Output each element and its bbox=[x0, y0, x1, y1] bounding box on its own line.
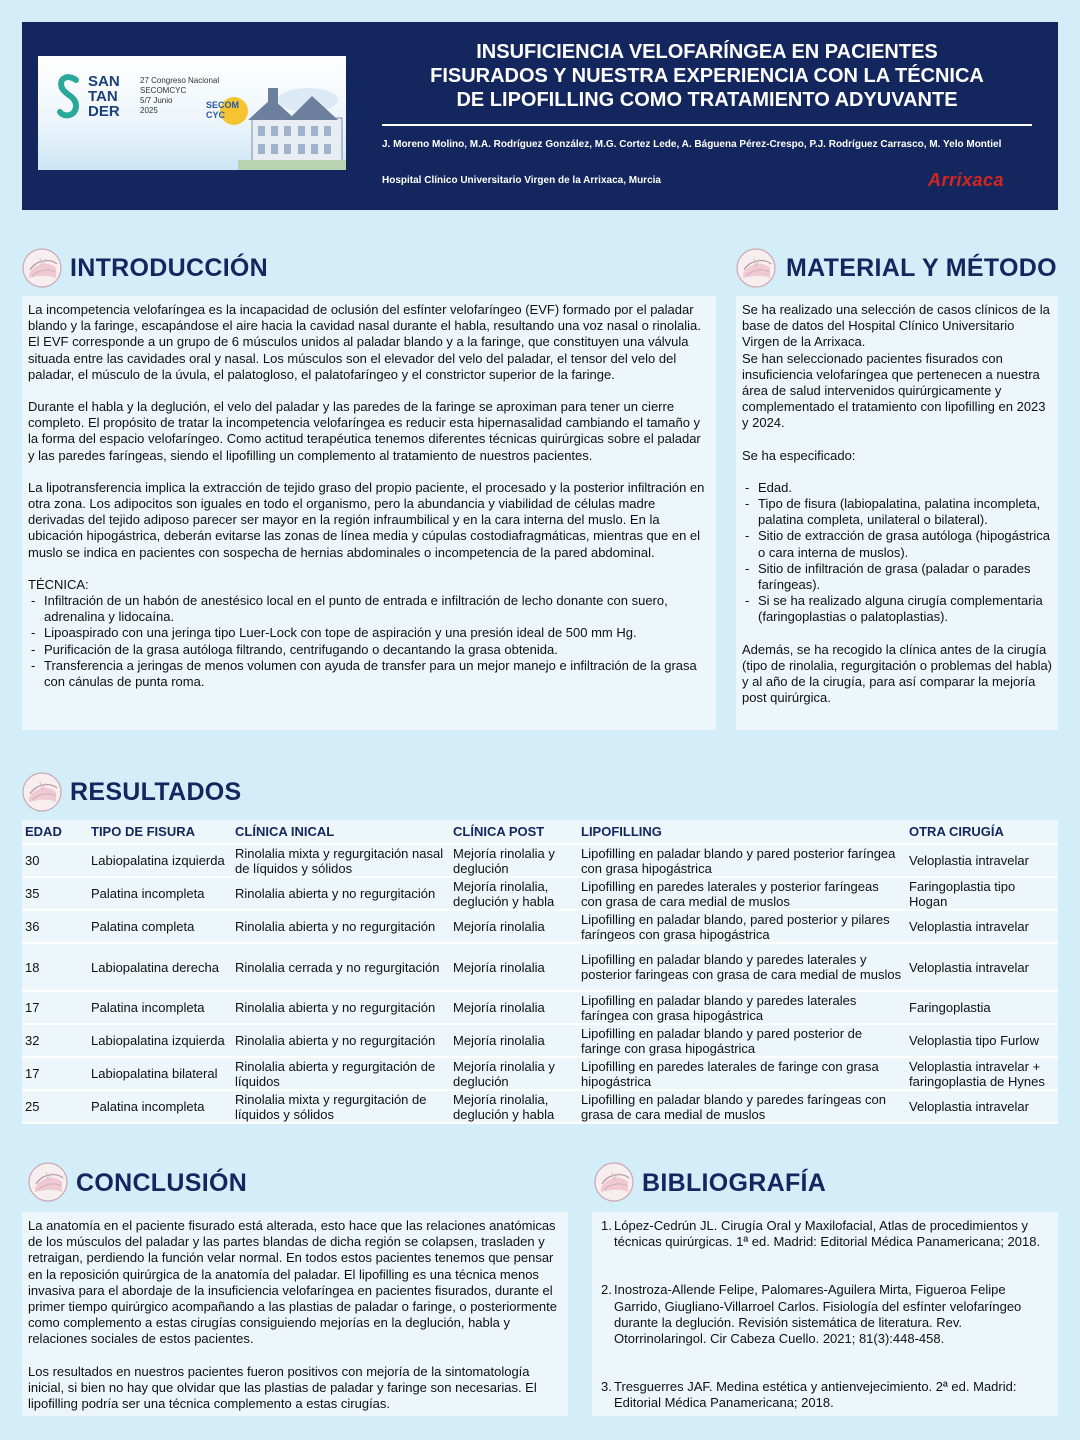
method-paragraph-2: Se han seleccionado pacientes fisurados con insuficiencia velofaríngea que pertenecen a nuestra área de salud intervenidos quirúrgicamente y complementado el tratamiento con lipofilling en 2023 y 2024. bbox=[742, 350, 1046, 431]
list-item: - Purificación de la grasa autóloga filtrando, centrifugando o decantando la grasa obtenida. bbox=[28, 642, 710, 658]
table-cell: Mejoría rinolalia, deglución y habla bbox=[450, 1090, 578, 1123]
table-cell: Palatina incompleta bbox=[88, 877, 232, 910]
table-row bbox=[22, 844, 1058, 877]
table-row bbox=[22, 910, 1058, 943]
method-list bbox=[742, 480, 1052, 626]
list-item: - Edad. bbox=[742, 480, 1052, 496]
table-cell: Labiopalatina bilateral bbox=[88, 1057, 232, 1090]
table-row bbox=[22, 1024, 1058, 1057]
table-cell: Rinolalia mixta y regurgitación nasal de líquidos y sólidos bbox=[232, 844, 450, 877]
table-cell: 17 bbox=[22, 991, 88, 1024]
conclusion-panel bbox=[22, 1212, 568, 1416]
table-cell: Palatina incompleta bbox=[88, 991, 232, 1024]
column-header: CLÍNICA POST bbox=[450, 820, 578, 844]
table-cell: Lipofilling en paladar blando y pared posterior faríngea con grasa hipogástrica bbox=[578, 844, 906, 877]
congress-logo bbox=[38, 56, 346, 170]
results-table bbox=[22, 820, 1058, 1124]
list-item: - Sitio de infiltración de grasa (paladar o parades faríngeas). bbox=[742, 561, 1052, 593]
conclusion-paragraph-1: La anatomía en el paciente fisurado está alterada, esto hace que las relaciones anatómicas de los músculos del paladar y las partes blandas de dicha región se colapsen, trasladen y retraigan, perdiendo la función velar normal. En todos estos pacientes tenemos que pensar en la reposición quirúrgica de la anatomía del paladar. El lipofilling es una técnica menos invasiva para el abordaje de la insuficiencia velofaríngea en pacientes fisurados, durante el primer tiempo quirúrgico acompañando a las plastias de paladar o faringe, o posteriormente como complemento a estas cirugías consiguiendo mejorías en la deglución, habla y relaciones sociales de estos pacientes. bbox=[28, 1218, 557, 1347]
table-cell: Lipofilling en paladar blando y pared posterior de faringe con grasa hipogástrica bbox=[578, 1024, 906, 1057]
anatomy-section-icon bbox=[22, 248, 62, 288]
authors: J. Moreno Molino, M.A. Rodríguez González, M.G. Cortez Lede, A. Báguena Pérez-Crespo, P.J. Rodríguez Carrasco, M. Yelo Montiel bbox=[382, 139, 1002, 150]
column-header: CLÍNICA INICAL bbox=[232, 820, 450, 844]
method-title: MATERIAL Y MÉTODO bbox=[786, 254, 1057, 282]
results-title: RESULTADOS bbox=[70, 778, 242, 806]
table-cell: Mejoría rinolalia, deglución y habla bbox=[450, 877, 578, 910]
santander-s-logo-icon bbox=[56, 74, 82, 120]
conclusion-paragraph-2: Los resultados en nuestros pacientes fueron positivos con mejoría de la sintomatología inicial, si bien no hay que olvidar que las plastias de paladar y faringe son necesarias. El lipofilling podría ser una técnica complemento a estas cirugías. bbox=[28, 1363, 537, 1412]
list-item: - Lipoaspirado con una jeringa tipo Luer-Lock con tope de aspiración y una presión ideal de 500 mm Hg. bbox=[28, 625, 710, 641]
table-cell: 32 bbox=[22, 1024, 88, 1057]
building-illustration-icon bbox=[238, 80, 346, 170]
table-cell: Lipofilling en paladar blando y paredes faríngeas con grasa de cara medial de muslos bbox=[578, 1090, 906, 1123]
table-cell: Labiopalatina izquierda bbox=[88, 1024, 232, 1057]
intro-paragraph-3: La lipotransferencia implica la extracción de tejido graso del propio paciente, el procesado y la posterior infiltración en otra zona. Los adipocitos son iguales en todo el organismo, pero la abundancia y viabilidad de células madre derivadas del tejido adiposo parecer ser mayor en la región infraumbilical y en la cara interna del muslo. En la ubicación hipogástrica, deberán evitarse las zonas de línea media y cúpulas costodiafragmáticas, mientras que en el muslo se indica en pacientes con sospecha de hernias abdominales o incompetencia de la pared abdominal. bbox=[28, 479, 705, 560]
table-row bbox=[22, 1090, 1058, 1123]
table-row bbox=[22, 991, 1058, 1024]
table-cell: Lipofilling en paredes laterales de faringe con grasa hipogástrica bbox=[578, 1057, 906, 1090]
technique-list bbox=[28, 593, 710, 690]
table-cell: Mejoría rinolalia bbox=[450, 1024, 578, 1057]
column-header: EDAD bbox=[22, 820, 88, 844]
column-header: LIPOFILLING bbox=[578, 820, 906, 844]
table-cell: Veloplastia intravelar + faringoplastia de Hynes bbox=[906, 1057, 1058, 1090]
title-divider bbox=[382, 124, 1032, 126]
table-header-row bbox=[22, 820, 1058, 844]
header-banner bbox=[22, 22, 1058, 210]
reference-number: 3. bbox=[601, 1379, 612, 1395]
list-item: - Transferencia a jeringas de menos volumen con ayuda de transfer para un mejor manejo e infiltración de la grasa con cánulas de punta roma. bbox=[28, 658, 710, 690]
table-cell: Labiopalatina izquierda bbox=[88, 844, 232, 877]
list-item: - Tipo de fisura (labiopalatina, palatina incompleta, palatina completa, unilateral o bilateral). bbox=[742, 496, 1052, 528]
column-header: OTRA CIRUGÍA bbox=[906, 820, 1058, 844]
reference-text: López-Cedrún JL. Cirugía Oral y Maxilofacial, Atlas de procedimientos y técnicas quirúrgicas. 1ª ed. Madrid: Editorial Médica Panamericana; 2018. bbox=[614, 1218, 1041, 1250]
table-cell: Mejoría rinolalia bbox=[450, 943, 578, 991]
column-header: TIPO DE FISURA bbox=[88, 820, 232, 844]
hospital-name: Hospital Clínico Universitario Virgen de la Arrixaca, Murcia bbox=[382, 175, 661, 186]
table-cell: Mejoría rinolalia y deglución bbox=[450, 1057, 578, 1090]
intro-title: INTRODUCCIÓN bbox=[70, 254, 269, 282]
reference-number: 1. bbox=[601, 1218, 612, 1233]
table-cell: 18 bbox=[22, 943, 88, 991]
reference-text: Inostroza-Allende Felipe, Palomares-Aguilera Mirta, Figueroa Felipe Garrido, Giugliano-Villarroel Carlos. Fisiología del esfínter velofaríngeo durante la deglución. Revisión sistemática de literatura. Rev. Otorrinolaringol. Cir Cabeza Cuello. 2021; 81(3):448-458. bbox=[614, 1282, 1022, 1347]
table-cell: Faringoplastia bbox=[906, 991, 1058, 1024]
table-cell: Palatina incompleta bbox=[88, 1090, 232, 1123]
bibliography-title: BIBLIOGRAFÍA bbox=[642, 1169, 827, 1197]
anatomy-section-icon bbox=[28, 1162, 68, 1202]
table-cell: Rinolalia cerrada y no regurgitación bbox=[232, 943, 450, 991]
table-cell: 25 bbox=[22, 1090, 88, 1123]
table-row bbox=[22, 877, 1058, 910]
logo-city-name: SAN TAN DER bbox=[88, 73, 120, 120]
table-cell: Lipofilling en paredes laterales y posterior faríngeas con grasa de cara medial de muslos bbox=[578, 877, 906, 910]
list-item bbox=[598, 1282, 1052, 1347]
table-row bbox=[22, 943, 1058, 991]
reference-number: 2. bbox=[601, 1282, 612, 1298]
table-cell: Rinolalia abierta y no regurgitación bbox=[232, 877, 450, 910]
table-cell: Mejoría rinolalia bbox=[450, 910, 578, 943]
method-panel bbox=[736, 296, 1058, 730]
conclusion-title: CONCLUSIÓN bbox=[76, 1169, 248, 1197]
method-paragraph-3: Se ha especificado: bbox=[742, 447, 856, 463]
logo-congress-text: 27 Congreso Nacional SECOMCYC 5/7 Junio 2025 bbox=[140, 76, 220, 115]
list-item: - Sitio de extracción de grasa autóloga (hipogástrica o cara interna de muslos). bbox=[742, 528, 1052, 560]
method-paragraph-1: Se ha realizado una selección de casos clínicos de la base de datos del Hospital Clínico Universitario Virgen de la Arrixaca. bbox=[742, 302, 1050, 350]
table-cell: 35 bbox=[22, 877, 88, 910]
table-cell: Labiopalatina derecha bbox=[88, 943, 232, 991]
intro-paragraph-1: La incompetencia velofaríngea es la incapacidad de oclusión del esfínter velofaríngeo (EVF) formado por el paladar blando y la faringe, escapándose el aire hacia la cavidad nasal durante el habla, resultando una voz nasal o rinolalia. El EVF corresponde a un grupo de 6 músculos unidos al paladar blando y a la faringe, que constituyen una válvula situada entre las cavidades oral y nasal. Los músculos son el elevador del velo del paladar, el tensor del velo del paladar, el músculo de la úvula, el palatogloso, el palatofaríngeo y el constrictor superior de la faringe. bbox=[28, 302, 701, 382]
table-cell: Rinolalia mixta y regurgitación de líquidos y sólidos bbox=[232, 1090, 450, 1123]
table-cell: Rinolalia abierta y no regurgitación bbox=[232, 991, 450, 1024]
table-cell: Veloplastia tipo Furlow bbox=[906, 1024, 1058, 1057]
table-row bbox=[22, 1057, 1058, 1090]
table-cell: Lipofilling en paladar blando y paredes laterales faríngea con grasa hipogástrica bbox=[578, 991, 906, 1024]
list-item: - Infiltración de un habón de anestésico local en el punto de entrada e infiltración de lecho donante con suero, adrenalina y lidocaína. bbox=[28, 593, 710, 625]
table-cell: Faringoplastia tipo Hogan bbox=[906, 877, 1058, 910]
anatomy-section-icon bbox=[22, 772, 62, 812]
table-cell: Mejoría rinolalia y deglución bbox=[450, 844, 578, 877]
arrixaca-logo: Arrixaca bbox=[928, 170, 1005, 190]
table-cell: Lipofilling en paladar blando y paredes laterales y posterior faringeas con grasa de cara medial de muslos bbox=[578, 943, 906, 991]
bibliography-panel bbox=[592, 1212, 1058, 1416]
table-cell: Veloplastia intravelar bbox=[906, 910, 1058, 943]
intro-paragraph-2: Durante el habla y la deglución, el velo del paladar y las paredes de la faringe se aproximan para tener un cierre completo. El propósito de tratar la incompetencia velofaríngea es reducir esta hipernasalidad cambiando el tamaño y la forma del espacio velofaríngeo. Como actitud terapéutica tenemos diferentes técnicas quirúrgicas sobre el paladar y las paredes faríngeas, siendo el lipofilling un complemento al tratamiento de nuestros pacientes. bbox=[28, 399, 701, 463]
table-cell: Lipofilling en paladar blando, pared posterior y pilares faríngeos con grasa hipogástrica bbox=[578, 910, 906, 943]
table-cell: Veloplastia intravelar bbox=[906, 844, 1058, 877]
list-item bbox=[598, 1218, 1052, 1250]
intro-panel bbox=[22, 296, 716, 730]
table-cell: Veloplastia intravelar bbox=[906, 1090, 1058, 1123]
cyc-text: CYC bbox=[206, 110, 226, 120]
anatomy-section-icon bbox=[736, 248, 776, 288]
list-item: - Si se ha realizado alguna cirugía complementaria (faringoplastias o palatoplastias). bbox=[742, 593, 1052, 625]
table-cell: 30 bbox=[22, 844, 88, 877]
anatomy-section-icon bbox=[594, 1162, 634, 1202]
table-cell: Mejoría rinolalia bbox=[450, 991, 578, 1024]
table-cell: Rinolalia abierta y no regurgitación bbox=[232, 910, 450, 943]
table-cell: 36 bbox=[22, 910, 88, 943]
method-paragraph-4: Además, se ha recogido la clínica antes de la cirugía (tipo de rinolalia, regurgitación o problemas del habla) y al año de la cirugía, para así comparar la mejoría post quirúrgica. bbox=[742, 641, 1053, 706]
poster-title: INSUFICIENCIA VELOFARÍNGEA EN PACIENTES FISURADOS Y NUESTRA EXPERIENCIA CON LA TÉCNICA DE LIPOFILLING COMO TRATAMIENTO ADYUVANTE bbox=[430, 41, 984, 111]
reference-text: Tresguerres JAF. Medina estética y antienvejecimiento. 2ª ed. Madrid: Editorial Médica Panamericana; 2018. bbox=[614, 1379, 1017, 1411]
table-cell: Rinolalia abierta y no regurgitación bbox=[232, 1024, 450, 1057]
secom-text: SECOM bbox=[206, 100, 240, 110]
table-cell: Veloplastia intravelar bbox=[906, 943, 1058, 991]
table-cell: Palatina completa bbox=[88, 910, 232, 943]
list-item bbox=[598, 1379, 1052, 1411]
technique-label: TÉCNICA: bbox=[28, 576, 89, 592]
bibliography-list bbox=[598, 1218, 1052, 1412]
table-cell: Rinolalia abierta y regurgitación de líquidos bbox=[232, 1057, 450, 1090]
table-cell: 17 bbox=[22, 1057, 88, 1090]
